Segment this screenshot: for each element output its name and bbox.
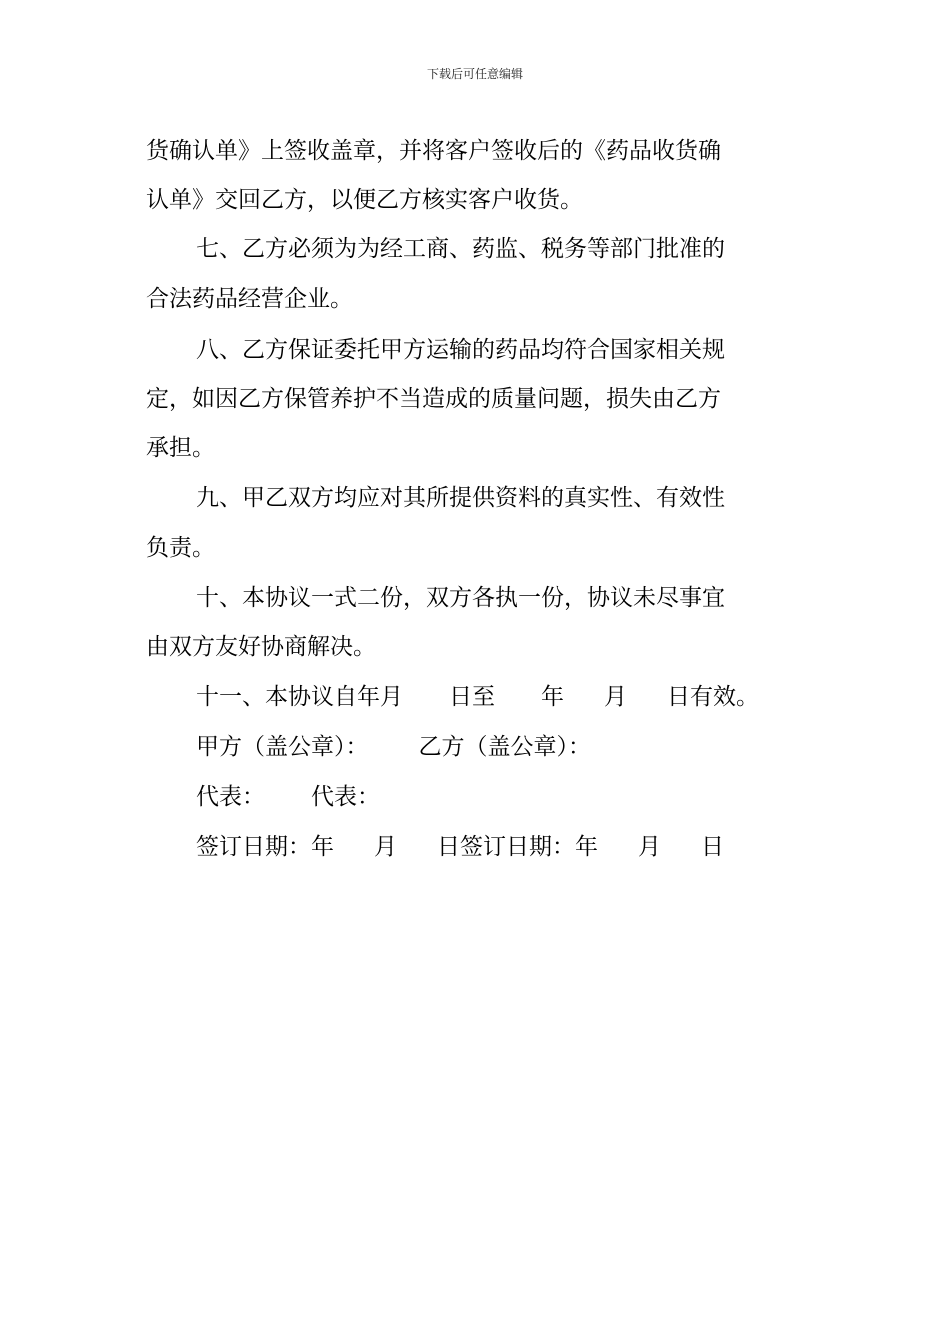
paragraph-line: 由双方友好协商解决。 xyxy=(146,634,376,660)
clause-seven-line: 七、乙方必须为为经工商、药监、税务等部门批准的 xyxy=(196,236,725,262)
party-b-date-month: 月 xyxy=(638,834,661,860)
party-a-date-label: 签订日期：年 xyxy=(196,834,334,860)
party-b-date-label: 日签订日期：年 xyxy=(437,834,598,860)
party-b-seal-label: 乙方（盖公章）： xyxy=(418,734,591,760)
page-header: 下载后可任意编辑 xyxy=(426,67,523,81)
party-b-date-day: 日 xyxy=(701,834,724,860)
paragraph-line: 负责。 xyxy=(146,535,215,561)
clause-nine-line: 九、甲乙双方均应对其所提供资料的真实性、有效性 xyxy=(196,485,725,511)
paragraph-line: 货确认单》上签收盖章，并将客户签收后的《药品收货确 xyxy=(146,138,721,164)
clause-ten-line: 十、本协议一式二份，双方各执一份，协议未尽事宜 xyxy=(196,585,725,611)
seal-line xyxy=(196,732,876,762)
clause-eight-line: 八、乙方保证委托甲方运输的药品均符合国家相关规 xyxy=(196,337,725,363)
paragraph-line: 定，如因乙方保管养护不当造成的质量问题，损失由乙方 xyxy=(146,386,721,412)
validity-year: 年 xyxy=(541,684,564,710)
validity-day-to: 日至 xyxy=(449,684,495,710)
signing-date-line xyxy=(196,832,876,862)
validity-month: 月 xyxy=(604,684,627,710)
party-a-representative-label: 代表： xyxy=(196,784,265,810)
validity-line xyxy=(196,682,876,712)
party-b-representative-label: 代表： xyxy=(311,784,380,810)
validity-prefix: 十一、本协议自年月 xyxy=(196,684,403,710)
paragraph-line: 认单》交回乙方，以便乙方核实客户收货。 xyxy=(146,187,583,213)
paragraph-line: 合法药品经营企业。 xyxy=(146,286,353,312)
validity-day-effective: 日有效。 xyxy=(667,684,759,710)
party-a-seal-label: 甲方（盖公章）： xyxy=(196,734,369,760)
representative-line xyxy=(196,782,876,812)
paragraph-line: 承担。 xyxy=(146,435,215,461)
party-a-date-month: 月 xyxy=(374,834,397,860)
